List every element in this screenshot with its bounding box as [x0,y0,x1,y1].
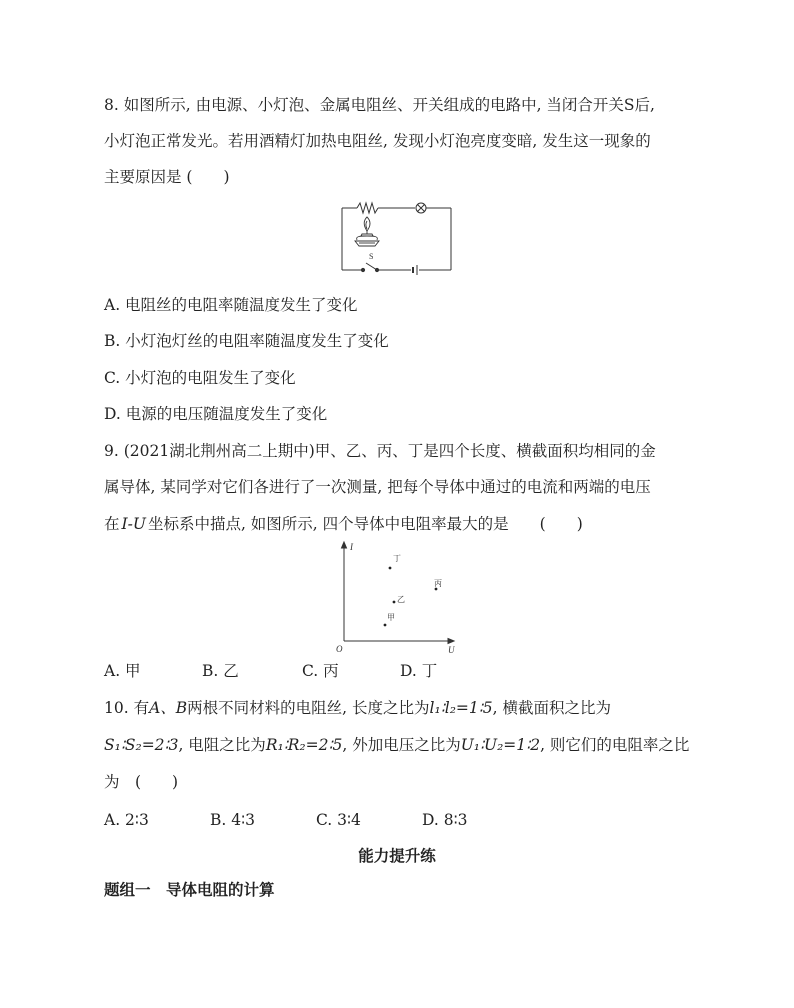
q10-line1-a: 10. 有 [104,699,150,717]
q9-option-c[interactable]: C. 丙 [302,662,339,680]
point-ding [389,567,392,570]
point-ding-label: 丁 [393,554,401,563]
q9-option-a[interactable]: A. 甲 [104,662,141,680]
q8-stem-line-1: 8. 如图所示, 由电源、小灯泡、金属电阻丝、开关组成的电路中, 当闭合开关S后, [104,96,655,114]
q8-option-c[interactable]: C. 小灯泡的电阻发生了变化 [104,369,296,387]
point-yi [393,601,396,604]
q9-stem-line-2: 属导体, 某同学对它们各进行了一次测量, 把每个导体中通过的电流和两端的电压 [104,478,651,496]
q9-line3-b: 坐标系中描点, 如图所示, 四个导体中电阻率最大的是 ( ) [147,515,583,533]
q9-axis-label: I-U [121,515,146,533]
q10-option-a[interactable]: A. 2∶3 [104,811,149,829]
group-title: 题组一 导体电阻的计算 [104,880,275,899]
q9-iu-graph [330,540,460,655]
point-yi-label: 乙 [397,595,405,604]
q10-option-c[interactable]: C. 3∶4 [316,811,361,829]
q10-line2-a: , 电阻之比为 [178,736,266,754]
q9-stem-line-1: 9. (2021湖北荆州高二上期中)甲、乙、丙、丁是四个长度、横截面积均相同的金 [104,442,656,460]
q10-line1-b: 两根不同材料的电阻丝, 长度之比为 [187,699,430,717]
point-jia [384,624,387,627]
y-axis-label: I [350,542,353,552]
q10-line2-c: , 则它们的电阻率之比 [540,736,690,754]
q10-stem-line-1 [104,698,611,718]
switch-label: S [369,252,374,261]
y-axis-arrow-icon [342,542,347,548]
q8-circuit-diagram [335,196,460,278]
q9-option-d[interactable]: D. 丁 [400,662,438,680]
q10-option-d[interactable]: D. 8∶3 [422,811,468,829]
q9-line3-a: 在 [104,515,120,533]
point-jia-label: 甲 [387,613,395,622]
x-axis-arrow-icon [448,639,454,644]
point-bing [435,588,438,591]
q10-ab-label: A、B [149,699,188,717]
q10-stem-line-2 [104,735,689,755]
q8-stem-line-2: 小灯泡正常发光。若用酒精灯加热电阻丝, 发现小灯泡亮度变暗, 发生这一现象的 [104,132,651,150]
q8-stem-line-3: 主要原因是 ( ) [104,168,230,186]
alcohol-lamp-icon [355,217,379,246]
switch-blade [366,263,377,270]
section-title: 能力提升练 [358,846,436,865]
q10-line1-c: , 横截面积之比为 [492,699,612,717]
q10-stem-line-3: 为 ( ) [104,773,179,791]
q10-voltage-ratio: U₁∶U₂=1∶2 [460,736,541,754]
q8-option-b[interactable]: B. 小灯泡灯丝的电阻率随温度发生了变化 [104,332,389,350]
origin-label: O [336,644,343,654]
resistor-wire-icon [357,203,378,213]
q8-option-d[interactable]: D. 电源的电压随温度发生了变化 [104,405,328,423]
point-bing-label: 丙 [434,579,442,588]
q9-stem-line-3 [104,514,583,534]
q10-length-ratio: l₁∶l₂=1∶5 [429,699,493,717]
x-axis-label: U [448,645,455,655]
q10-resistance-ratio: R₁∶R₂=2∶5 [265,736,343,754]
q10-line2-b: , 外加电压之比为 [342,736,461,754]
q10-area-ratio: S₁∶S₂=2∶3 [104,736,179,754]
q9-option-b[interactable]: B. 乙 [202,662,239,680]
q8-option-a[interactable]: A. 电阻丝的电阻率随温度发生了变化 [104,296,358,314]
q10-option-b[interactable]: B. 4∶3 [210,811,256,829]
